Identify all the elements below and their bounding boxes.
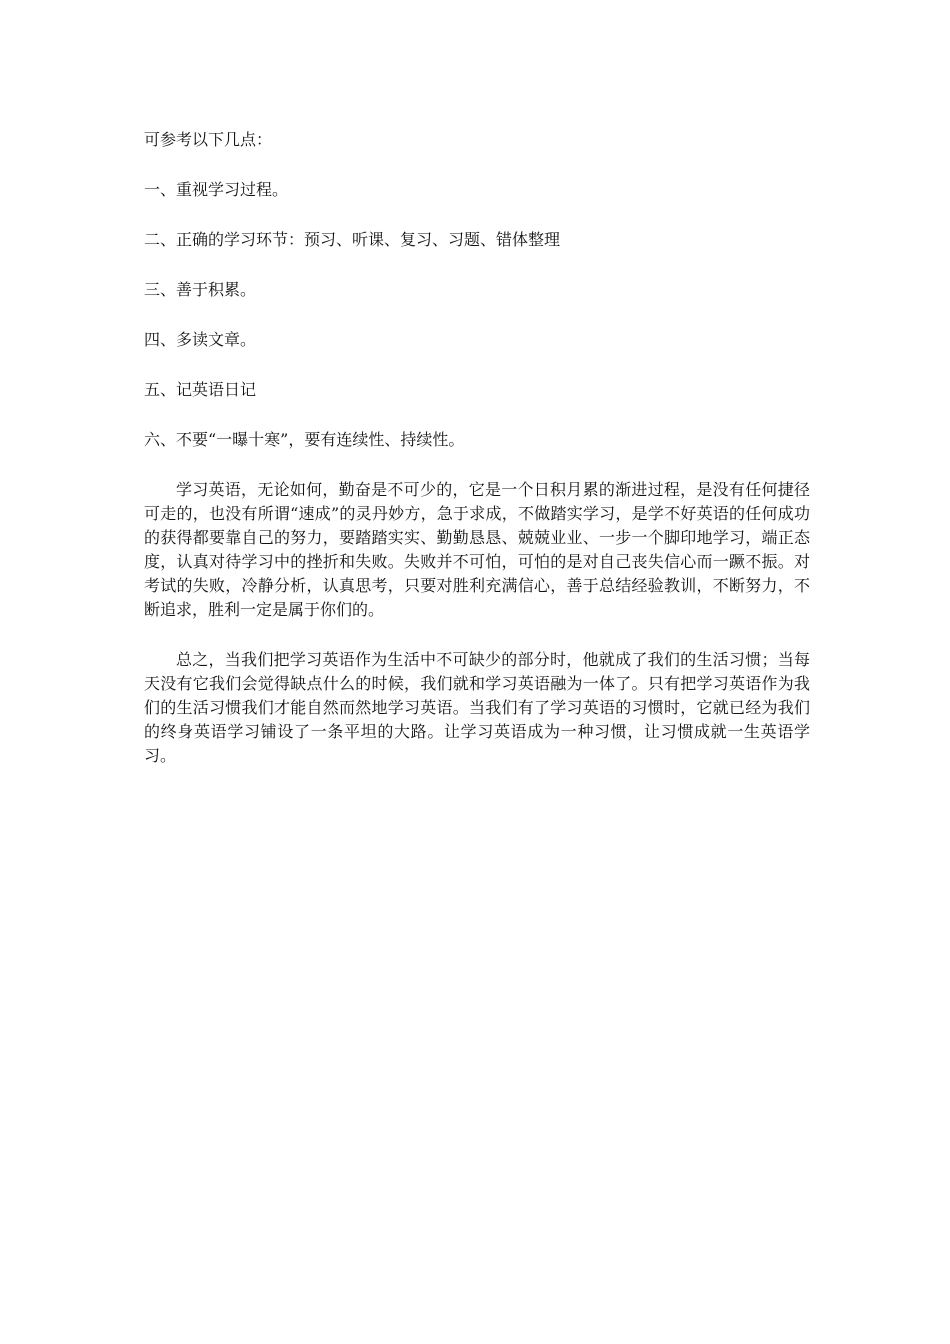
list-item-6: 六、不要“一曝十寒”，要有连续性、持续性。 — [144, 430, 465, 449]
intro-text: 可参考以下几点： — [144, 130, 273, 149]
list-item-5: 五、记英语日记 — [144, 380, 257, 399]
list-item-1: 一、重视学习过程。 — [144, 180, 289, 199]
list-item-4: 四、多读文章。 — [144, 330, 257, 349]
paragraph-diligence: 学习英语，无论如何，勤奋是不可少的，它是一个日积月累的渐进过程，是没有任何捷径可走的，也没有所谓“速成”的灵丹妙方，急于求成，不做踏实学习，是学不好英语的任何成功的获得都要靠自己的努力，要踏踏实实、勤勤恳恳、兢兢业业、一步一个脚印地学习，端正态度，认真对待学习中的挫折和失败。失败并不可怕，可怕的是对自己丧失信心而一蹶不振。对考试的失败，冷静分析，认真思考，只要对胜利充满信心，善于总结经验教训，不断努力，不断追求，胜利一定是属于你们的。 — [144, 480, 810, 619]
list-item-3: 三、善于积累。 — [144, 280, 257, 299]
document-body — [144, 128, 810, 794]
paragraph-conclusion: 总之，当我们把学习英语作为生活中不可缺少的部分时，他就成了我们的生活习惯；当每天没有它我们会觉得缺点什么的时候，我们就和学习英语融为一体了。只有把学习英语作为我们的生活习惯我们才能自然而然地学习英语。当我们有了学习英语的习惯时，它就已经为我们的终身英语学习铺设了一条平坦的大路。让学习英语成为一种习惯，让习惯成就一生英语学习。 — [144, 650, 810, 765]
list-item-2: 二、正确的学习环节：预习、听课、复习、习题、错体整理 — [144, 230, 561, 249]
